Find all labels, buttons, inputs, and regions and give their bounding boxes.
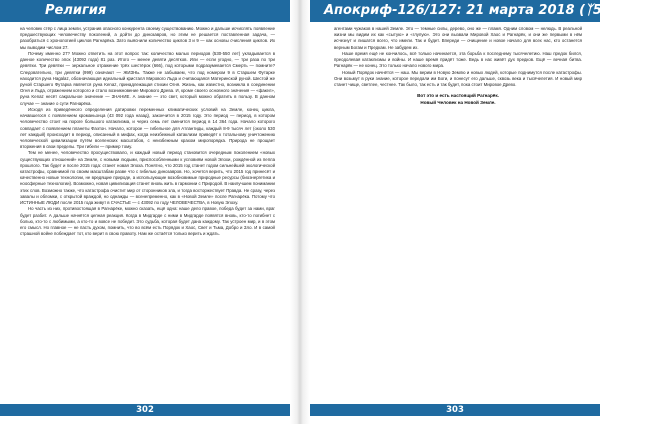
- left-paragraph-2: Почему именно 27? Можно ответить на этот вопрос так: количество малых периодов (530-550 лет) укладывается в данное количество эпох (43092 года) 81 раз. Итого — менее девяти десятков. Или — если угодно, — три раза по три девятки. Три девятки — зеркальное отражение трёх шестёрок (666), под которыми подразумевается Смерть — помните? Следовательно, три девятки (999) означают — ЖИЗНЬ. Также не забываем, что под номером 9 в Старшем Футарке находится руна Hagalaz, обозначающая идеальный кристалл Мирового Льда и считающаяся Материнской руной. Шестой же руной Старшего Футарка является руна Kenaz, принадлежащая стихии Огня. Жизнь, как известно, возникла в соединении Огня и Льда, отражением которого и стало возникновение Мирового Древа. И, кроме своего основного значения — «факел», руна Kenaz несёт сакральное значение — ЗНАНИЕ. А знание — это свет, который можно обратить в пользу. В данном случае — знание о сути Рагнарёка.: [20, 50, 275, 106]
- closing-line-1: Вот это и есть настоящий Рагнарёк.: [417, 93, 499, 99]
- closing-line-2: Новый Человек на Новой Земле.: [420, 99, 496, 105]
- left-page-body: [20, 26, 275, 237]
- left-page: [0, 0, 290, 424]
- left-paragraph-1: на человек стёр с лица земли, устранив опасного конкурента своему существованию. Можно и дальше исчислять появление предшествующих человечеству поколений, а дойти до динозавров, но этим не решается поставленная задача, — разобраться с хронологией циклов Рагнарёка. Зато выяснили количество циклов 3 и 9 — как основы счисления циклов. Их мы выводим числом 27.: [20, 26, 275, 50]
- left-paragraph-4: Тем не менее, человечество просуществовало, и каждый новый период становится очередным поколением «новых существующих отношений» на Земле, с новыми людьми, приспособленными к условиям новой Эпохи, рождённой из пепла прошлого. Так будет и после 2015 года: станет новая Эпоха. Понятно, что 2015 год станет годом сильнейшей экологической катастрофы, сравнимой по своим масштабам разве что с гибелью динозавров. Но, хочется верить, что 2015 год принесёт и качественно новые технологии, не вредящие природе, а использующие возобновимые природные ресурсы (биоэнергетика и ноосферные технологии). Возможно, новая цивилизация станет вновь жить в гармонии с Природой. В наилучшем понимании этих слов. Возможно также, что катастрофа очистит мир от сторонников зла, и тогда восторжествует Правда. Не сразу, через завалы и обломки, с открытой враждой, но однажды — всенепременно, как в «Новой Земле» после Рагнарёка. Потому что ИСТИННЫЕ ЛЮДИ после 2015 года живут в СЧАСТЬЕ — с 43092 по году ЧЕЛОВЕЧЕСТВА, в Новую Эпоху.: [20, 150, 275, 206]
- left-paragraph-3: Исходя из приведённого определения датировки переменных климатических условий на Земле, конец цикла, начавшегося с появлением кроманьонца (43 092 года назад), закончится в 2015 году. Это период — период, в котором человечество стоит на пороге большого катаклизма, и через семь лет сменится период в 14 364 года. Начало которого совпадает с появлением планеты Фаэтон. Начало, которое — гибельное для Атлантиды, каждый 8-9 тысяч лет (около 530 лет каждый) происходит в период, описанный в мифах, когда неизбежный катаклизм приведёт к тотальному уничтожению человеческой цивилизации путём вселенских масштабов, с неизбежным крахом миропорядка. Природа не прощает вторжения в свои пределы. Три гибели — пример тому.: [20, 106, 275, 150]
- book-gutter: [290, 0, 310, 424]
- right-paragraph-1: агентами чужаков в нашей Земле. Это — темные силы, дерево, оно же — пламя. Одним словом — нелюдь. В реальной жизни мы видим их как «сытую» и «глупую». Это они вызвали Мировой Хаос и Рагнарёк, и они же первыми в нём исчезнут и лишатся всего, что имели. Так и будет. Впереди — очищение и новое начало для всех нас, кто останется верным Богам и Предкам. Не забудем их.: [334, 26, 582, 50]
- right-paragraph-2: Наше время ещё не кончилось, всё только начинается, эта борьба к последнему тысячелетию. Наш предок бился, преодолевая катаклизмы и войны. И наше время придёт тоже. Ведь в нас живёт дух предков. Ещё — вечная битва. Рагнарёк — не конец. Это только начало нового мира.: [334, 50, 582, 69]
- left-paragraph-5: Но часть из них, противостоящая в Рагнарёке, можно сказать, ещё одна: наше дело правое, победа будет за нами, враг будет разбит. А дальше начнётся цепная реакция. Когда в Мидгарде с ними в Мидгарде появятся вновь, кто-то погибнет с болью, кто-то с любимыми, а кто-то и вовсе не победит. Это судьба, которая будет дана каждому. Так устроен мир, и в этом его смысл. Но главное — не пасть духом, помнить, что во всём есть Порядок и Хаос, Свет и Тьма, Добро и Зло. И в самой страшной войне побеждает тот, кто верит в свою правоту. Нам же остаётся только верить и ждать.: [20, 206, 275, 237]
- right-page-number: 303: [433, 404, 477, 416]
- right-paragraph-3: Новый Порядок начнётся — наш. Мы верим в Новую Землю и новых людей, которые поднимутся после катастрофы. Они возьмут в руки знание, которое передали им Боги, и понесут его дальше, сквозь века и тысячелетия. И новый мир станет чище, светлее, честнее. Так было, так есть и так будет, пока стоит Мировое Древо.: [334, 69, 582, 87]
- left-page-number: 302: [123, 404, 167, 416]
- right-header-bar: [310, 0, 655, 22]
- right-header-title: Апокриф-126/127: 21 марта 2018 (ᛉ5.4 е.л.): [324, 3, 655, 18]
- closing-statement: [334, 93, 582, 106]
- right-page-body: [334, 26, 582, 106]
- left-header-title: Религия: [45, 3, 107, 18]
- left-header-bar: [0, 0, 290, 22]
- right-page: [310, 0, 655, 424]
